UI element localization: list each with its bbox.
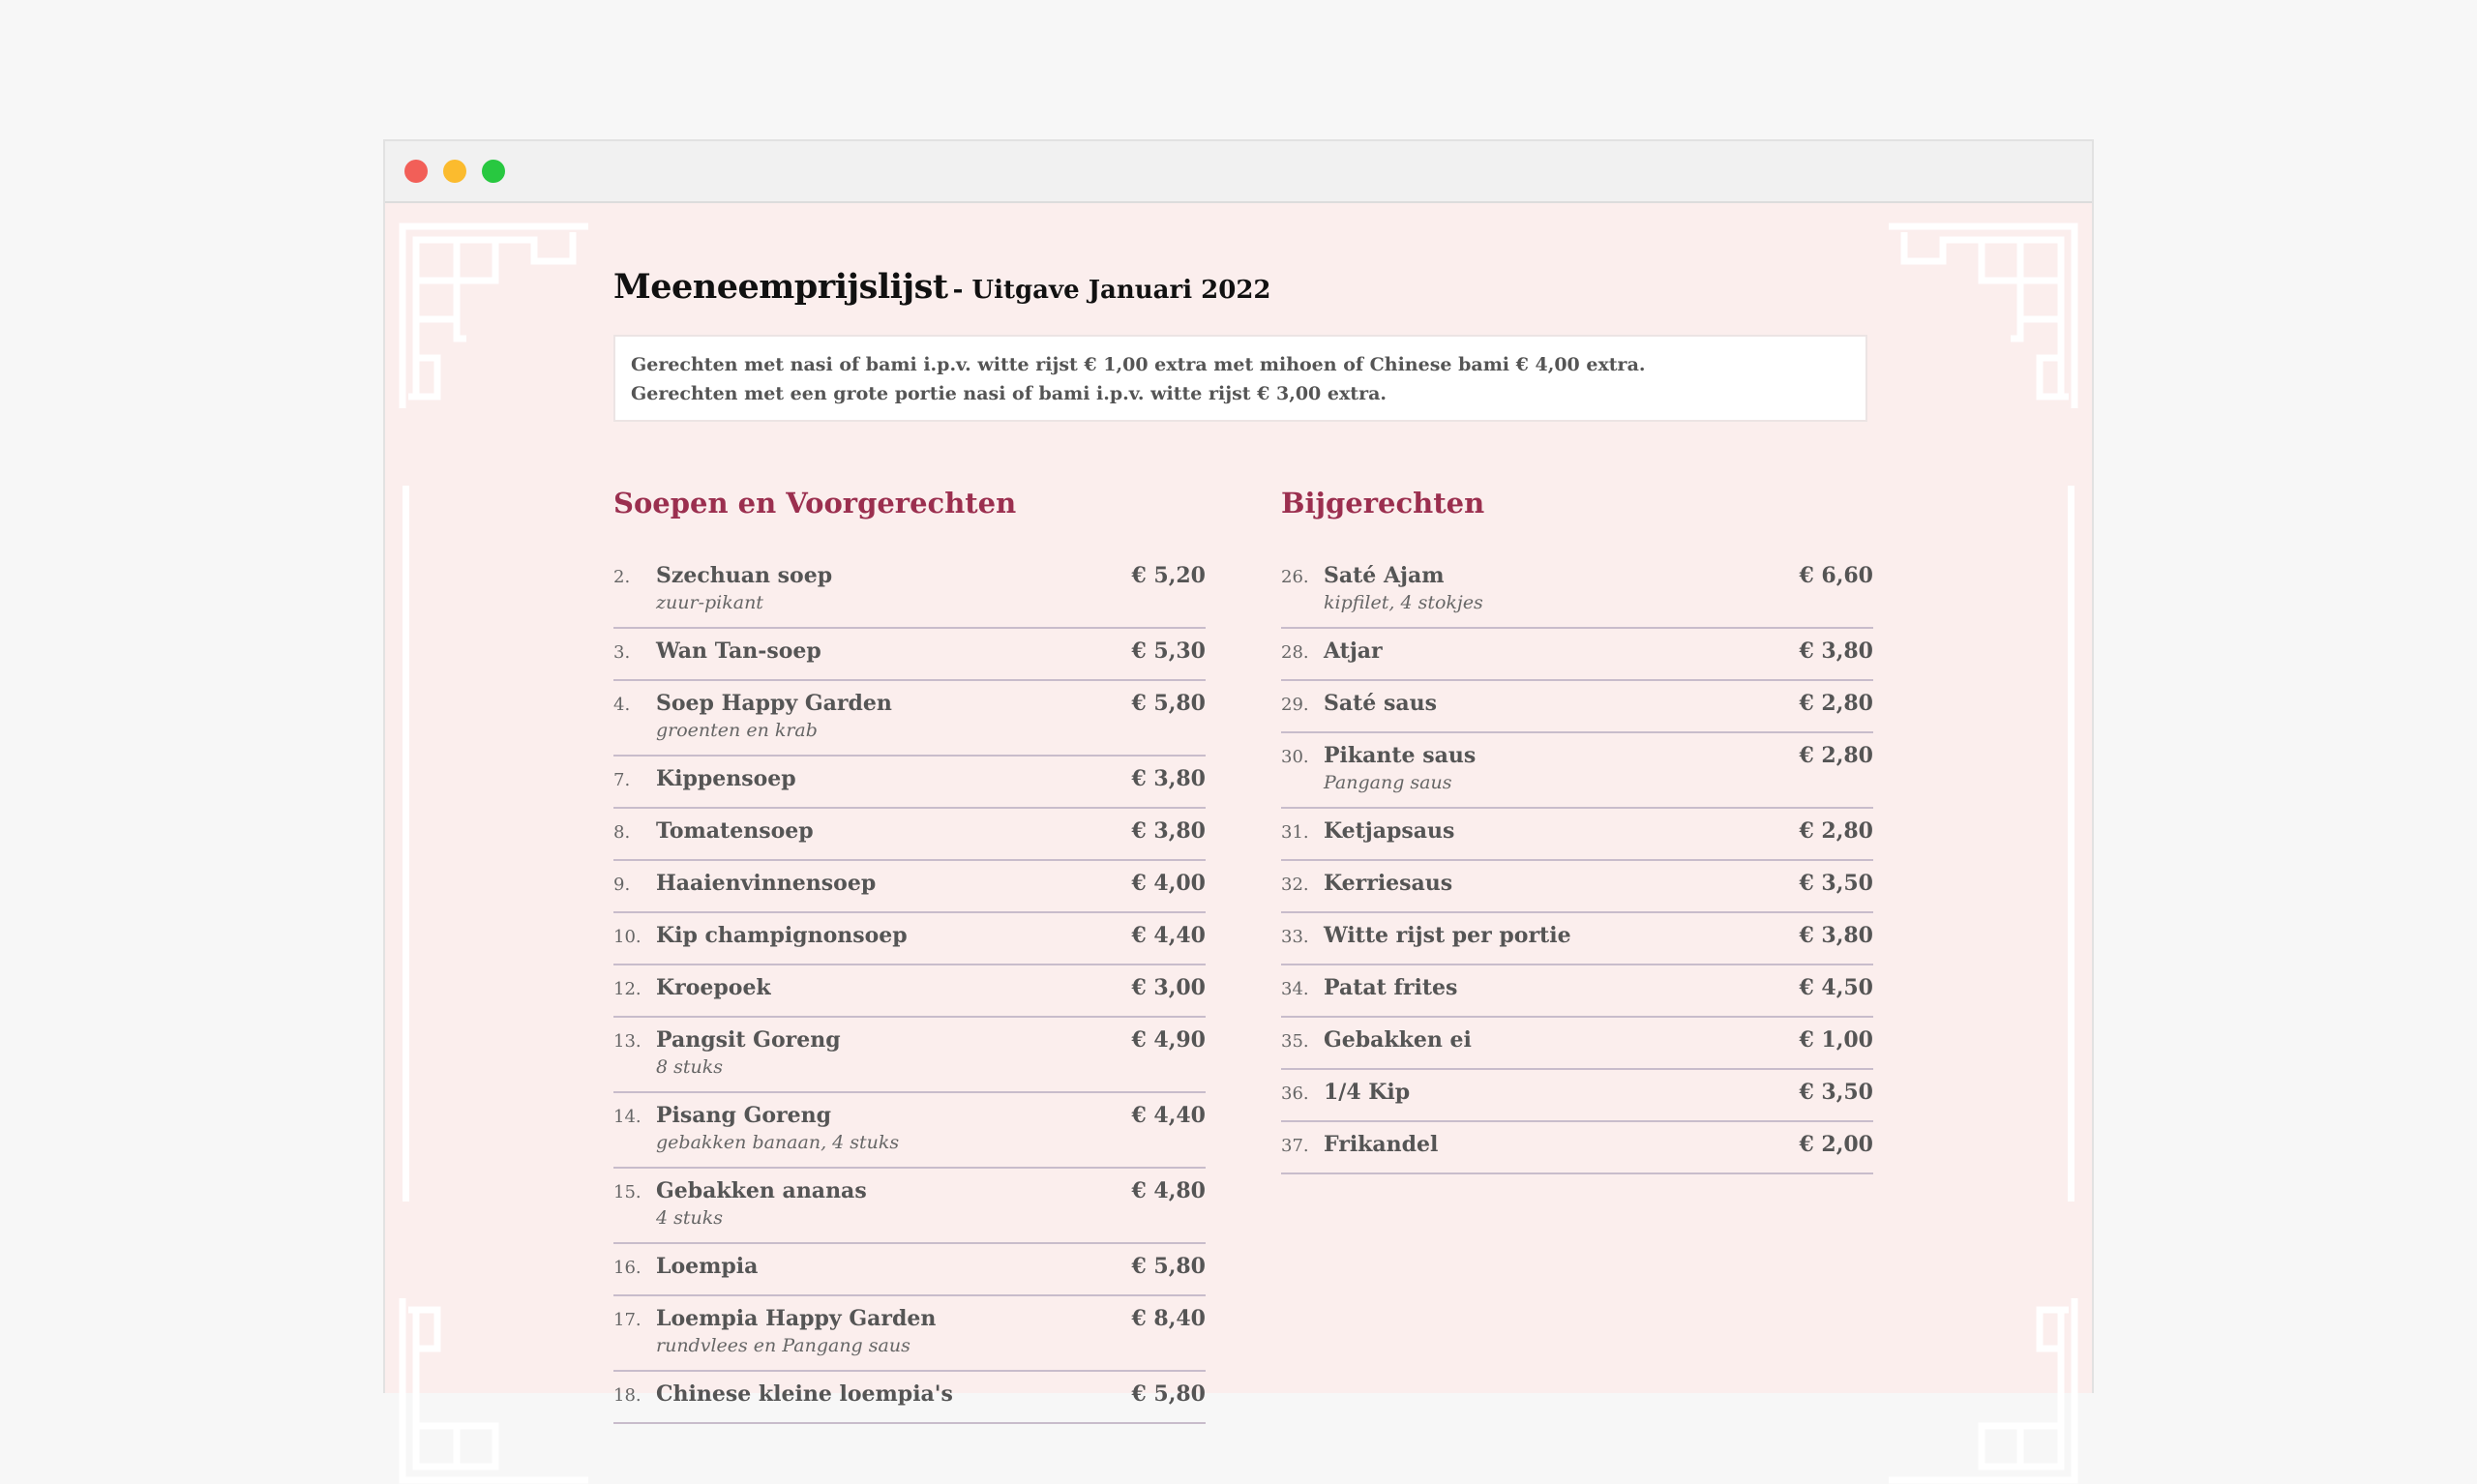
- notice-line: Gerechten met een grote portie nasi of bami i.p.v. witte rijst € 3,00 extra.: [631, 383, 1388, 404]
- menu-item: [1281, 681, 1873, 733]
- item-name: Wan Tan-soep: [656, 638, 821, 664]
- section-soepen-voorgerechten: [613, 484, 1206, 1424]
- item-name: Haaienvinnensoep: [656, 871, 877, 896]
- corner-ornament-bottom-left-icon: [399, 1291, 592, 1484]
- item-price: € 3,00: [1131, 975, 1206, 1000]
- item-price: € 2,80: [1799, 691, 1873, 716]
- item-name: Kerriesaus: [1324, 871, 1453, 896]
- item-number: 31.: [1281, 822, 1309, 843]
- section-heading: Bijgerechten: [1281, 487, 1485, 519]
- item-number: 16.: [613, 1258, 642, 1278]
- item-price: € 3,50: [1799, 1080, 1873, 1105]
- notice-line: Gerechten met nasi of bami i.p.v. witte rijst € 1,00 extra met mihoen of Chinese bami € 4,00 extra.: [631, 354, 1646, 375]
- item-name: Kippensoep: [656, 766, 796, 791]
- item-name: Ketjapsaus: [1324, 818, 1455, 844]
- menu-item: [613, 1372, 1206, 1424]
- item-number: 4.: [613, 695, 631, 715]
- menu-item: [1281, 913, 1873, 965]
- menu-item: [613, 629, 1206, 681]
- item-name: Loempia: [656, 1254, 759, 1279]
- left-decorative-rule: [403, 486, 409, 1202]
- menu-item: [613, 913, 1206, 965]
- item-description: rundvlees en Pangang saus: [656, 1335, 910, 1356]
- item-description: Pangang saus: [1324, 772, 1452, 793]
- item-number: 36.: [1281, 1083, 1309, 1104]
- item-price: € 8,40: [1131, 1306, 1206, 1331]
- item-number: 7.: [613, 770, 631, 790]
- item-price: € 5,80: [1131, 691, 1206, 716]
- item-number: 14.: [613, 1107, 642, 1127]
- item-name: Witte rijst per portie: [1324, 923, 1571, 948]
- menu-item: [613, 1244, 1206, 1296]
- item-description: 4 stuks: [656, 1207, 724, 1229]
- item-price: € 4,80: [1131, 1178, 1206, 1203]
- minimize-window-button[interactable]: [443, 160, 466, 183]
- item-name: Frikandel: [1324, 1132, 1439, 1157]
- item-price: € 5,20: [1131, 563, 1206, 588]
- item-description: gebakken banaan, 4 stuks: [656, 1132, 900, 1153]
- menu-item: [1281, 809, 1873, 861]
- menu-item: [613, 861, 1206, 913]
- menu-item: [1281, 629, 1873, 681]
- menu-item: [1281, 1018, 1873, 1070]
- menu-item: [613, 681, 1206, 757]
- menu-item: [1281, 733, 1873, 809]
- item-number: 35.: [1281, 1031, 1309, 1052]
- item-number: 26.: [1281, 567, 1309, 587]
- menu-item: [613, 757, 1206, 809]
- item-description: groenten en krab: [656, 720, 818, 741]
- item-price: € 3,50: [1799, 871, 1873, 896]
- item-number: 30.: [1281, 747, 1309, 767]
- item-price: € 4,00: [1131, 871, 1206, 896]
- section-bijgerechten: [1281, 484, 1873, 1174]
- item-name: Pikante saus: [1324, 743, 1477, 768]
- item-number: 32.: [1281, 875, 1309, 895]
- price-notice-box: [613, 335, 1867, 422]
- item-price: € 3,80: [1131, 766, 1206, 791]
- browser-window: [383, 139, 2094, 1407]
- item-number: 10.: [613, 927, 642, 947]
- item-name: Atjar: [1324, 638, 1383, 664]
- item-name: Szechuan soep: [656, 563, 833, 588]
- item-number: 37.: [1281, 1136, 1309, 1156]
- page-viewport: [385, 203, 2092, 1407]
- item-price: € 2,80: [1799, 818, 1873, 844]
- menu-item-list: [1281, 553, 1873, 1174]
- menu-item: [1281, 553, 1873, 629]
- menu-item: [1281, 861, 1873, 913]
- item-price: € 6,60: [1799, 563, 1873, 588]
- item-number: 17.: [613, 1310, 642, 1330]
- item-price: € 5,30: [1131, 638, 1206, 664]
- item-price: € 3,80: [1799, 923, 1873, 948]
- menu-item: [1281, 965, 1873, 1018]
- menu-item: [1281, 1070, 1873, 1122]
- menu-item: [613, 809, 1206, 861]
- item-name: Soep Happy Garden: [656, 691, 892, 716]
- item-number: 34.: [1281, 979, 1309, 999]
- item-price: € 4,90: [1131, 1027, 1206, 1053]
- item-number: 12.: [613, 979, 642, 999]
- item-number: 9.: [613, 875, 631, 895]
- item-price: € 4,40: [1131, 923, 1206, 948]
- item-price: € 5,80: [1131, 1381, 1206, 1407]
- item-name: Chinese kleine loempia's: [656, 1381, 953, 1407]
- item-price: € 1,00: [1799, 1027, 1873, 1053]
- close-window-button[interactable]: [404, 160, 428, 183]
- item-price: € 3,80: [1799, 638, 1873, 664]
- menu-item: [613, 1296, 1206, 1372]
- item-number: 18.: [613, 1385, 642, 1406]
- item-number: 15.: [613, 1182, 642, 1202]
- corner-ornament-top-right-icon: [1885, 223, 2078, 416]
- page-title-main: Meeneemprijslijst: [613, 267, 948, 307]
- menu-item: [613, 553, 1206, 629]
- menu-item-list: [613, 553, 1206, 1424]
- item-number: 29.: [1281, 695, 1309, 715]
- menu-item: [613, 965, 1206, 1018]
- item-description: zuur-pikant: [656, 592, 763, 613]
- corner-ornament-top-left-icon: [399, 223, 592, 416]
- window-titlebar: [385, 141, 2092, 203]
- item-name: Patat frites: [1324, 975, 1458, 1000]
- item-description: 8 stuks: [656, 1056, 724, 1078]
- menu-item: [1281, 1122, 1873, 1174]
- item-name: Saté saus: [1324, 691, 1437, 716]
- corner-ornament-bottom-right-icon: [1885, 1291, 2078, 1484]
- item-price: € 2,00: [1799, 1132, 1873, 1157]
- item-number: 2.: [613, 567, 631, 587]
- item-number: 33.: [1281, 927, 1309, 947]
- item-name: Kroepoek: [656, 975, 771, 1000]
- item-name: Loempia Happy Garden: [656, 1306, 937, 1331]
- item-number: 28.: [1281, 642, 1309, 663]
- item-price: € 3,80: [1131, 818, 1206, 844]
- item-number: 13.: [613, 1031, 642, 1052]
- page-title-edition: - Uitgave Januari 2022: [952, 276, 1271, 305]
- right-decorative-rule: [2068, 486, 2074, 1202]
- item-name: 1/4 Kip: [1324, 1080, 1411, 1105]
- maximize-window-button[interactable]: [482, 160, 505, 183]
- item-name: Gebakken ei: [1324, 1027, 1472, 1053]
- item-price: € 4,40: [1131, 1103, 1206, 1128]
- menu-item: [613, 1093, 1206, 1169]
- item-price: € 4,50: [1799, 975, 1873, 1000]
- menu-item: [613, 1018, 1206, 1093]
- section-heading: Soepen en Voorgerechten: [613, 487, 1017, 519]
- item-name: Tomatensoep: [656, 818, 814, 844]
- item-name: Pisang Goreng: [656, 1103, 832, 1128]
- item-description: kipfilet, 4 stokjes: [1324, 592, 1483, 613]
- item-price: € 2,80: [1799, 743, 1873, 768]
- item-price: € 5,80: [1131, 1254, 1206, 1279]
- item-name: Gebakken ananas: [656, 1178, 867, 1203]
- item-name: Kip champignonsoep: [656, 923, 908, 948]
- item-number: 3.: [613, 642, 631, 663]
- item-name: Pangsit Goreng: [656, 1027, 841, 1053]
- menu-item: [613, 1169, 1206, 1244]
- item-name: Saté Ajam: [1324, 563, 1445, 588]
- item-number: 8.: [613, 822, 631, 843]
- page-title: [613, 267, 1271, 307]
